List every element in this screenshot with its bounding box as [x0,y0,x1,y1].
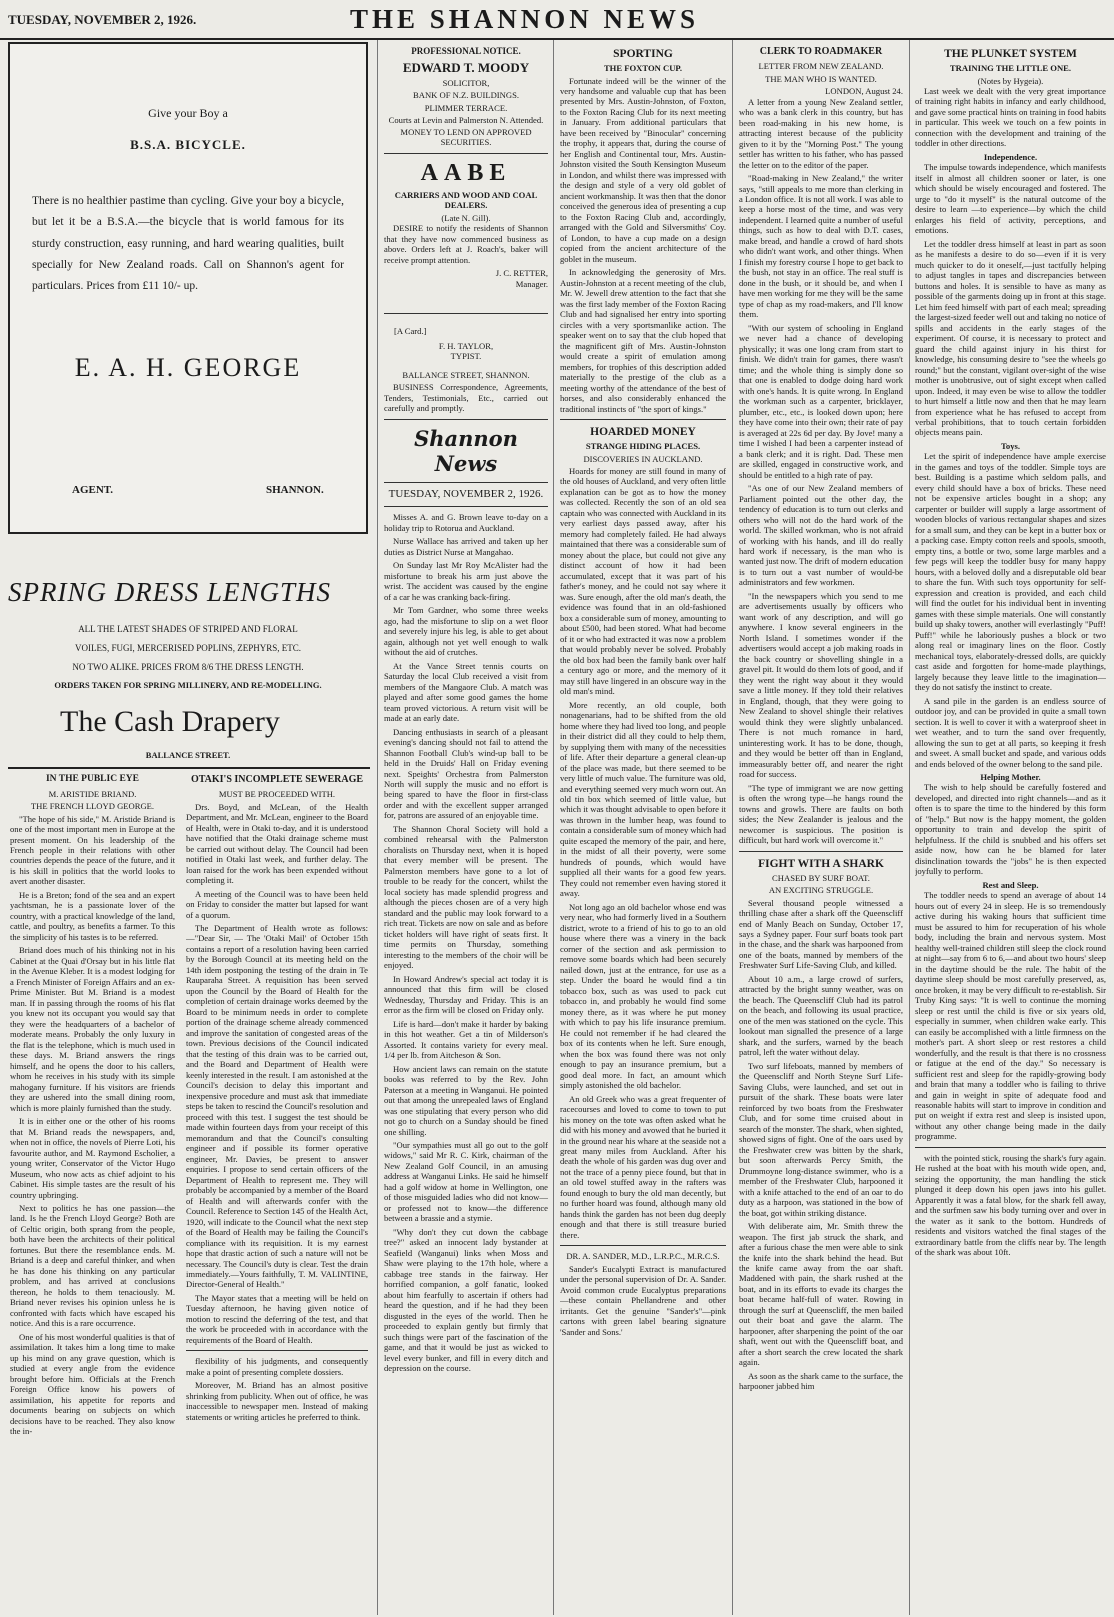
paragraph: "With our system of schooling in England we never had a chance of developing physically; it was one long cram from start to finish. We didn't train for games, there wasn't time; and the whole thing is simply done so that one is enabled to dodge doing hard work with one's hands. It is quite wrong. In England the workman such as a carpenter, bricklayer, plumber, etc., etc., is looked down upon; here they have come into their own; their rate of pay is averaged at 22s 6d per day. By Jove! many a time I wished I had been a carpenter instead of a bank clerk; and it is right. Dad. These men are skilled, engaged in constructive work, and should be entitled to a high rate of pay. [739,322,903,480]
aabe-signature: J. C. RETTER, [495,268,548,279]
paragraph: "As one of our New Zealand members of Parliament pointed out the other day, the tendency of education is to turn out clerks and others who will not do the hard work of the world. The skilled workman, who is not afraid of working with his hands, and ill do really hard work if necessary, is the man who is wanted just now. The drift of modern education is to turn out a vast number of would-be administrators and few workmen. [739,483,903,588]
paragraph: It is in either one or the other of his rooms that M. Briand reads the newspapers, and, when not in office, the novels of Pierre Loti, his favourite author, and M. Raymond Escholier, a young writer, Conservator of the Victor Hugo Museum, who now acts as chief adjoint to his Cabinet. His simple tastes are the result of his country upbringing. [10,1116,175,1200]
paragraph: Life is hard—don't make it harder by baking in this hot weather. Get a tin of Milderson's Assorted. It contains variety for every meal. 1/4 per lb. from Aitcheson & Son. [384,1018,548,1061]
ad-intro: Give your Boy a [148,106,228,120]
article-subhead: STRANGE HIDING PLACES. [585,441,701,452]
paragraph: Two surf lifeboats, manned by members of the Queenscliff and North Steyne Surf Life-Saving Clubs, were launched, and set out in pursuit of the shark. These boats were later reinforced by two boats from the Freshwater Club, and for some time cruised about in search of the monster. The shark, when sighted, showed signs of fight. One of the oars used by the Freshwater crew was bitten by the shark, but soon afterwards Percy Smith, the Drummoyne long-distance swimmer, who is a member of the Freshwater Club, harpooned it with a knife attached to the end of an oar to do duty as a harpoon, was stationed in the bow of the boat, got within striking distance. [739,1060,903,1218]
article-subhead: MUST BE PROCEEDED WITH. [218,789,336,800]
newspaper-title: THE SHANNON NEWS [350,4,700,34]
ad-product: B.S.A. BICYCLE. [130,137,246,152]
divider [384,506,548,507]
paragraph: "In the newspapers which you send to me are advertisements usually by officers who want work of any description, and will go anywhere. I know several engineers in the North Island. I sometimes wonder if the advertisers would accept a job making roads in the back country or shovelling shingle in a gravel pit. It would do them lots of good, and if they went the right way about it they would save a little money. If they told their relatives in England, though, that they were going to New Zealand to shovel shingle their relatives would think they were slightly unbalanced. There is not much romance in hard, uninteresting work. It has to be done, though, and they would be better off than in England, immeasurably better off, and nearer the right road for success. [739,590,903,780]
ad-line: NO TWO ALIKE. PRICES FROM 8/6 THE DRESS LENGTH. [72,661,304,672]
editorial-masthead: Shannon News [414,425,518,477]
ad-line: ORDERS TAKEN FOR SPRING MILLINERY, AND RE-MODELLING. [54,679,322,690]
divider [384,153,548,154]
bsa-bicycle-ad [8,42,368,534]
notices-column [384,44,548,1612]
paragraph: "Why don't they cut down the cabbage tree?" asked an innocent lady bystander at Seafield (Wanganui) links when Moss and Shaw were playing to the 17th hole, where a cabbage tree stands in the fairway. Her horrified companion, a golf fanatic, looked about him fearfully to ascertain if others had heard the question, and if he had they been disgusted in the eyes of the world. Then he proceeded to explain gently but firmly that such things were part of the fascination of the game, and that it would be just as wicked to level every bunker, and fill in every ditch and depression on the course. [384,1226,548,1374]
byline: (Notes by Hygeia). [977,75,1044,86]
paragraph: The wish to help should be carefully fostered and developed, and directed into right channels—and as it often is to spare the time to the hindered by this form of "help." But now is the happy moment, the golden opportunity to train and develop the spirit of helpfulness. If the child is snubbed and his offers set aside now, how can he be blamed for later disinclination towards the "jobs" he is then expected joyfully to perform. [915,782,1106,877]
agent-town: SHANNON. [266,484,324,496]
paragraph: Next to politics he has one passion—the land. Is he the French Lloyd George? Both are of Celtic origin, both sprang from the people, both have been the architects of their political fortunes. But there the resemblance ends. M. Briand is a deep and careful thinker, and when he has done his thinking on any particular problem, and has arrived at conclusions thereon, he holds to them tenaciously. M. Briand never revises his opinion unless he is confronted with facts which have escaped his notice. And this is a rare occurrence. [10,1202,175,1329]
paragraph: The Department of Health wrote as follows:—"Dear Sir, — The 'Otaki Mail' of October 15th contains a report of a resolution having been carried by the Borough Council at its meeting held on the 14th idem postponing the testing of the drain in Te Rauparaha Street. A requisition has been served upon the Council by the Board of Health for the completion of certain drainage works deemed by the Board to be minimum needs in order to complete portion of the drainage scheme already commenced and improve the sanitation of congested areas of the town. Previous decisions of the Council indicated that the testing of this drain was to be carried out, and the Board and Department of Health were keenly interested in the result. I am astonished at the Council's decision to delay this important and inexpensive procedure and must ask that immediate steps be taken to rescind the Council's resolution and proceed with this test. I suggest the test should be made within fourteen days from your receipt of this memorandum and that the Council's consulting engineer and if possible its former operative engineer, Mr. Davies, be present to answer enquiries. I propose to send certain officers of the Department of Health to represent me. They will probably be accompanied by a member of the Board of Health and will afterwards confer with the Council. Reference to Section 145 of the Health Act, 1920, will indicate to the Council what the next step of the Board of Health may be failing the Council's compliance with its requisition. It is my earnest hope that drastic action of such a nature will not be necessary. The Council's duty is clear. Test the drain immediately.—Yours faithfully, T. M. VALINTINE, Director-General of Health." [186,923,368,1290]
editorial-date: TUESDAY, NOVEMBER 2, 1926. [388,487,544,500]
paragraph: Several thousand people witnessed a thrilling chase after a shark off the Queenscliff end of Manly Beach on Sunday, October 17, says a Sydney paper. Four surf boats took part in the chase, and the shark was harpooned from one of the boats, manned by members of the Freshwater Surf Life-Saving Club, and killed. [739,897,903,971]
article-headline: HOARDED MONEY [590,426,696,438]
paragraph: He is a Breton; fond of the sea and an expert yachtsman, he is a passionate lover of the country, with a practical knowledge of the land, cattle, and poultry, as benefits a farmer. To this the simplicity of his tastes is to be referred. [10,889,175,942]
ad-line: VOILES, FUGI, MERCERISED POPLINS, ZEPHYRS, ETC. [74,642,302,653]
agent-name: E. A. H. GEORGE [74,353,302,383]
paragraph: The impulse towards independence, which manifests itself in almost all children sooner or later, is one which should be wisely encouraged and fostered. The urge to "do it myself" is the natural outcome of the desire to learn —to experience—by which the child enlarges his field of activity, perceptions, and emotions. [915,162,1106,236]
section-heading: Rest and Sleep. [982,879,1039,890]
paragraph: The Shannon Choral Society will hold a combined rehearsal with the Palmerston choralists on Thursday next, when it is hoped that every member will be present. The Palmerston members have gone to a lot of trouble to be ready for the concert, whilst the local society has made splendid progress and although the pieces chosen are of a very high standard and the public may look forward to a rich treat. Tickets are now on sale and as before ticket holders will have right of seats first. It time permits on Thursday, something interesting to the members of the choir will be enjoyed. [384,823,548,971]
clerk-column [739,44,903,1612]
article-subhead: THE FRENCH LLOYD GEORGE. [30,801,155,812]
paragraph: As soon as the shark came to the surface, the harpooner jabbed him [739,1370,903,1392]
paragraph: In acknowledging the generosity of Mrs. Austin-Johnston at a recent meeting of the club, Mr. W. Jewell drew attention to the fact that she was the first lady member of the Foxton Racing Club and had signalised her entry into sporting circles with a very sportsmanlike action. The speaker went on to say that the club hoped that the magnificent gift of Mrs. Austin-Johnston would create a spirit of emulation among members, for trophies of this description added materially to the prestige of the club as a meeting worthy of the attendance of the best of horses, and also considerably enhanced the traditional instincts of "the sport of kings." [560,267,726,414]
article-headline: OTAKI'S INCOMPLETE SEWERAGE [190,774,364,785]
divider [384,482,548,483]
ad-line: ALL THE LATEST SHADES OF STRIPED AND FLORAL [78,624,298,634]
column-rule [377,40,378,1615]
agent-label: AGENT. [72,484,114,496]
notice-heading: PROFESSIONAL NOTICE. [411,46,521,56]
paragraph: "Our sympathies must all go out to the golf widows," said Mr R. C. Kirk, chairman of the New Zealand Golf Council, in an amusing address at Wanganui Links. He said he himself had a golf widow at home in Wellington, one of those misguided ladies who did not know—or professed not to know—the difference between a brassie and a stymie. [384,1139,548,1224]
paragraph: How ancient laws can remain on the statute books was referred to by the Rev. John Paterson at a meeting in Wanganui. He pointed out that among the unrepealed laws of England was one stipulating that every person who did not go to church on a Sunday should be fined one shilling. [384,1063,548,1137]
article-subhead: THE MAN WHO IS WANTED. [765,73,877,84]
paragraph: Fortunate indeed will be the winner of the very handsome and valuable cup that has been presented by Mrs. Austin-Johnston, of Foxton, to the Foxton Racing Club for its next meeting in January. From additional particulars that have been received by "Binocular" concerning the trophy, it appears that, during the course of her English and Continental tour, Mrs. Austin-Johnston visited the South Kensington Museum in London, and whilst there was impressed with the design and style of a very old goblet of ancient workmanship. It was then that the donor conceived the generous idea of presenting a cup to the Foxton Racing Club and, accordingly, arranged with the Gold and Silversmiths' Coy. of London, to have a cup made on a design copied from the ancient architecture of the goblet in the museum. [560,75,726,264]
notice-line: MONEY TO LEND ON APPROVED SECURITIES. [400,126,532,148]
sander-ad-heading: DR. A. SANDER, M.D., L.R.P.C., M.R.C.S. [566,1251,720,1262]
paragraph: Let the toddler dress himself at least in part as soon as he manifests a desire to do so—even if it is very much quicker to do it oneself,—just tactfully helping to adjust tangles in tapes and discrepancies between buttons and holes. It is sensible to have as many as possible of the garments doing up in front at this stage. Let him feed himself with part of each meal; spreading the largest-sized feeder well out and taking no notice of spills and accidents in the early stages of the experiment. Of course, it is necessary to protect and guard the child against injury in his thirst for knowledge, his consuming desire to "see the wheels go round;" but the constant, vigilant over-sight of the wise mother is unobtrusive, out of sight except when called upon. Indeed, it may even be wise to allow the toddler to hurt himself a little now and then that he may learn from experience what he has refused to accept from verbal prohibitions, that to touch certain forbidden objects means pain. [915,238,1106,438]
paragraph: The toddler needs to spend an average of about 14 hours out of every 24 in sleep. He is so tremendously active during his waking hours that sufficient time must be assured to him for recuperation of his whole body, including the brain and nervous system. Most healthy well-trained children still sleep the clock round at night—say from 6 to 6,—and about two hours' sleep in the daytime should be the rule. The habit of the daytime sleep should be most carefully preserved, as, once broken, it may be very difficult to re-establish. Sir Truby King says: "It is well to continue the morning sleep or rest until the child is five or six years old, especially in summer, when children wake early. This can easily be accomplished with a little firmness on the mother's part. A short sleep or rest restores a child wonderfully, and the result is that there is no crossness or fatigue at the end of the day." So necessary is sufficient rest and sleep for the rapidly-growing body and brain that many a toddler who is failing to thrive and gain in weight in spite of adequate food and reasonable habits will start to improve in condition and put on weight if extra rest and sleep is insisted upon, without any other change being made in the daily programme. [915,890,1106,1142]
card-role: TYPIST. [450,351,482,362]
paragraph: Mr Tom Gardner, who some three weeks ago, had the misfortune to slip on a wet floor and severely injure his leg, is able to get about again, although not yet well enough to walk without the aid of crutches. [384,605,548,658]
paragraph: A meeting of the Council was to have been held on Friday to consider the matter but lapsed for want of a quorum. [186,888,368,920]
aabe-sub: (Late N. Gill). [441,212,491,223]
divider [8,767,370,769]
aabe-name: AABE [420,159,512,186]
store-name: The Cash Drapery [60,705,280,738]
public-eye-article [10,772,175,1612]
card-address: BALLANCE STREET, SHANNON. [402,369,530,380]
paragraph: Nurse Wallace has arrived and taken up her duties as District Nurse at Mangahao. [384,536,548,557]
article-subhead: LETTER FROM NEW ZEALAND. [758,61,884,72]
paragraph: A letter from a young New Zealand settler, who was a bank clerk in this country, but has been road-making in his new home, is attracting interest because of the publicity given to it by the "Morning Post." The young settler has written to his father, who has passed the letter on to the editor of the paper. [739,96,903,170]
paragraph: with the pointed stick, rousing the shark's fury again. He rushed at the boat with his mouth wide open, and, seizing the opportunity, the man handling the stick plunged it deep down his open jaws into his gullet. Apparently it was a fatal blow, for the shark fell away, and the surfmen saw his body turning over and over in the water as it sank to the bottom. Hundreds of residents and visitors watched the final stages of the extraordinary battle from the cliffs near by. The length of the shark was about 10ft. [915,1152,1106,1258]
divider [186,1350,368,1351]
masthead [0,0,1114,40]
article-subhead: THE FOXTON CUP. [603,63,683,74]
divider [560,419,726,420]
paragraph: On Sunday last Mr Roy McAlister had the misfortune to break his arm just above the wrist. The accident was caused by the engine of a car he was cranking back-firing. [384,560,548,602]
paragraph: More recently, an old couple, both nonagenarians, had to be shifted from the old home where they had lived too long, and people in their district did all they could to help them, by supplying them with many of the necessities of life. After their departure a general clean-up of the place was made, but there seemed to be very little of much value. The furniture was old, and everything seemed very much worn out. An old tin box which seemed of little value, but which it was thought advisable to open before it was thrown in the lumber heap, was found to contain a considerable sum of money which had quite escaped the memory of the pair, and here, in the midst of all their poverty, were some hundreds of pounds, which would have supplied all their wants for a good few years. They could not remember even having stored it away. [560,699,726,899]
paragraph: Not long ago an old bachelor whose end was very near, who had formerly lived in a Southern district, wrote to a friend of his to go to an old house where there was a vinery in the back corner of the section and ask permission to remove some boards which had been securely nailed down, just at the entrance, for use as a step. Under the board he would find a tin tobacco box, such as was used to pack cut tobacco in, and probably he would find some money there, as it was where he put money with which to pay his life insurance premium. He could not remember if he had cleared the box of its contents when he left. Sure enough, when the box was found there was not only enough to pay an insurance premium, but a good deal more. In fact, an amount which simply astonished the old bachelor. [560,901,726,1091]
section-heading: Independence. [983,151,1038,162]
paragraph: An old Greek who was a great frequenter of racecourses and loved to come to town to put his money on the tote was often asked what he did with his money and avowed that he buried it in the ground near his whare at the seaside not a great many miles from Auckland. After his death the whole of his garden was dug over and not the trace of a penny piece found, but that in an old towel stuffed away in the rafters was found enough to bury the old man decently, but no further hoard was found, although many old hands think the garden has not been dug deeply enough and that there is still treasure buried there. [560,1093,726,1240]
ad-body: There is no healthier pastime than cycling. Give your boy a bicycle, but let it be a B.S.A.—the bicycle that is world famous for its sturdy construction, easy running, and hard wearing qualities, built specially for New Zealand roads. Call on Shannon's agent for particulars. Prices from £11 10/- up. [32,195,344,293]
notice-line: BANK OF N.Z. BUILDINGS. [413,90,519,101]
column-rule [553,40,554,1615]
section-heading: Helping Mother. [980,771,1041,782]
store-street: BALLANCE STREET. [145,750,231,760]
paragraph: At the Vance Street tennis courts on Saturday the local Club received a visit from members of the Mangaore Club. A match was played and after some good games the home team proved victorious. A return visit will be made at an early date. [384,660,548,724]
dateline: LONDON, August 24. [825,86,903,97]
notice-line: PLIMMER TERRACE. [424,102,508,113]
article-subhead: DISCOVERIES IN AUCKLAND. [583,453,703,464]
paragraph: Briand does much of his thinking not in his Cabinet at the Quai d'Orsay but in his little flat in the Avenue Kleber. It is a modest lodging for a French Minister of Foreign Affairs and an ex-Prime Minister. But M. Briand is a modest man. If in passing through the rooms of his flat you knew not its occupant you would say that they were the headquarters of a bachelor of moderate means. Probably the only luxury in the flat is the telephone, which is much used in these days. M. Briand answers the rings himself, and he opens the door to his callers, whom he receives in his study with its simple mahogany furniture. If his visitors are friends they are ushered into the small dining room, which is more plainly furnished than the study. [10,945,175,1113]
card-name: F. H. TAYLOR, [438,340,494,351]
paragraph: Moreover, M. Briand has an almost positive shrinking from publicity. When out of office, he was inaccessible to newspaper men. Instead of making statements or writing articles he preferred to think. [186,1380,368,1422]
divider [739,851,903,852]
spring-dress-headline: SPRING DRESS LENGTHS [8,577,331,607]
article-headline: CLERK TO ROADMAKER [759,46,883,57]
article-subhead: CHASED BY SURF BOAT. [772,872,870,883]
article-headline: THE PLUNKET SYSTEM [944,48,1077,60]
paragraph: Last week we dealt with the very great importance of training right habits in infancy and early childhood, and gave some practical hints on training in food habits in particular. This week we touch on a few points in connection with the development and training of the toddler in other directions. [915,85,1106,149]
solicitor-name: EDWARD T. MOODY [402,59,530,75]
aabe-role: Manager. [515,278,548,289]
divider [384,313,548,314]
sporting-column [560,44,726,1612]
paragraph: Let the spirit of independence have ample exercise in the games and toys of the toddler. Simple toys are best. Building is a pastime which seldom palls, and every child should have a box of bricks. These need not be expensive articles bought in a shop; any carpenter or builder will supply a large assortment of wooden blocks of various rectangular shapes and sizes for a small sum, and they can be kept in a butter box or a packing case. Empty cotton reels and spools, smooth, empty tins, a bottle or two, some large marbles and a few pegs will keep the toddler busy for many happy hours, with a beloved dolly and a disreputable old bear to share the fun. With such toys opportunity for self-expression and creation is provided, and each child will find the outlet for his individual bent in inventing games with these simple materials. One will constantly build up shaky towers, another will everlastingly "Puff! Puff!" while he laboriously pushes a block or two along real or imaginary lines on the floor. Costly mechanical toys, elaborately-dressed dolls, are quickly cast aside and forgotten for home-made playthings, largely because they leave little to the imagination—they do not satisfy the instinct to create. [915,451,1106,693]
paragraph: Misses A. and G. Brown leave to-day on a holiday trip to Rotorua and Auckland. [384,512,548,533]
notice-line: Courts at Levin and Palmerston N. Attended. [388,115,544,126]
paragraph: Drs. Boyd, and McLean, of the Health Department, and Mr. McLean, engineer to the Board of Health, were in Otaki to-day, and it is understood have notified that the Otaki drainage scheme must be carried out without delay. The Council had been notified in Otaki last week, and further delay. The loan raised for the work has been expended without completing it. [186,801,368,886]
article-headline: FIGHT WITH A SHARK [758,857,884,870]
card-label: [A Card.] [394,326,427,337]
paragraph: flexibility of his judgments, and consequently make a point of presenting complete dossiers. [186,1356,368,1377]
notice-line: SOLICITOR, [442,77,490,88]
paragraph: Sander's Eucalypti Extract is manufactured under the personal supervision of Dr. A. Sander. Avoid common crude Eucalyptus preparations—these contain Phellandrene and other irritants. Get the genuine "Sander's"—pink cartons with green label bearing signature 'Sander and Sons.' [560,1263,726,1337]
issue-date: TUESDAY, NOVEMBER 2, 1926. [8,12,197,27]
aabe-sub: CARRIERS AND WOOD AND COAL DEALERS. [394,190,538,211]
section-heading: Toys. [1000,440,1021,451]
otaki-sewerage-article [186,772,368,1612]
divider [560,1245,726,1246]
paragraph: A sand pile in the garden is an endless source of outdoor joy, and can be provided in quite a small town section. It is well to cover it with a waterproof sheet in wet weather, and to turn the sand over frequently, allowing the sun to get at all parts, so keeping it fresh and sweet. A small bucket and spade, and various odds and ends beloved of the owner belong to the sand pile. [915,695,1106,769]
divider [915,1147,1106,1148]
paragraph: BUSINESS Correspondence, Agreements, Tenders, Testimonials, Etc., carried out carefully and promptly. [384,382,548,414]
paragraph: Hoards for money are still found in many of the old houses of Auckland, and very often little explanation can be got as to how the money was collected. Recently the son of an old sea captain who was connected with Auckland in its very earliest days passed away, after his memory had completely failed. He had always maintained that there was a considerable sum of money about the place, but could not give any distinct account of how it had been accumulated, except that it was part of his father's money, and he could not say where it was. Sure enough, after the old man's death, the evidence was found that in an old-fashioned box a considerable sum of money, amounting to about £500, had been stored. What had become of it or who had extracted it was now a problem that would probably never be solved. Probably the old box had been the family bank over half a century ago or more, and the memory of it may still have lingered in an obscure way in the old man's mind. [560,465,726,697]
article-subhead: TRAINING THE LITTLE ONE. [949,63,1072,74]
paragraph: "Road-making in New Zealand," the writer says, "still appeals to me more than clerking in a London office. It is not all work. I was able to keep a horse most of the time, and was very independent. I learned quite a number of useful things, such as how to deal with D.T. cases, make bread, and handle a crowd of hard shots who didn't want work, and other things. When I finish my forestry course I hope to get back to the bush, not stay in an office. The real stuff is done in the bush, or it should be, and when I have men working for me they will be the same type of chap as my road-makers, and I'll know them. [739,173,903,320]
paragraph: One of his most wonderful qualities is that of assimilation. It takes him a long time to make up his mind on any grave question, which is studied at every angle from the evidence brought before him. Officials at the French Foreign Office know his powers of assimilation, his appetite for reports and documents bearing on subjects on which decisions have to be reached. They also know the in- [10,1331,175,1437]
paragraph: "The hope of his side," M. Aristide Briand is one of the most important men in Europe at the present moment. On his leadership of the French people in their relations with other countries depends the peace of the future, and it is his skill in politics that the world looks to avert another disaster. [10,813,175,887]
paragraph: About 10 a.m., a large crowd of surfers, attracted by the bright sunny weather, was on the beach. The Queenscliff Club had its patrol on the beach, and following its usual practice, one of the men was stationed on the cycle. This lookout man signalled the presence of a large shark, and the surfers, warned by the beach patrol, left the water without delay. [739,973,903,1058]
paragraph: Dancing enthusiasts in search of a pleasant evening's dancing should not fail to attend the Shannon Football Club's wind-up ball to be held in the Druids' Hall on Friday evening next. Speights' Orchestra from Palmerston North will supply the music and no effort is being spared to have the floor in first-class order and with the excellent supper arranged for, patrons are assured of an enjoyable time. [384,726,548,821]
column-rule [732,40,733,1615]
paragraph: With deliberate aim, Mr. Smith threw the weapon. The first jab struck the shark, and after a furious chase the men were able to sink the knife into the shark behind the head. But the knife came away from the oar shaft. Maddened with pain, the shark rushed at the boat, and in its efforts to evade its charges the boat became half-full of water. Rowing in through the surf at Queenscliff, the men bailed out their boat and gave the alarm. The harpooner, after sharpening the point of the oar shaft, went out with the Queenscliff boat, and after a short search the crew located the shark again. [739,1221,903,1368]
paragraph: In Howard Andrew's special act today it is announced that this firm will be closed Wednesday, Thursday and Friday. This is an error as the firm will be closed on Friday only. [384,973,548,1016]
column-rule [909,40,910,1615]
article-subhead: M. ARISTIDE BRIAND. [48,788,137,799]
paragraph: "The type of immigrant we are now getting is often the wrong type—he hangs round the towns and growls. There are faults on both sides; the New Zealander is jealous and the newcomer is suspicious. The position is difficult, but hard work will overcome it." [739,782,903,846]
paragraph: The Mayor states that a meeting will be held on Tuesday afternoon, he having given notice of motion to rescind the deferring of the test, and that the work be proceeded with in accordance with the requirements of the Board of Health. [186,1292,368,1345]
divider [384,419,548,420]
plunket-column [915,44,1106,1612]
article-headline: SPORTING [613,48,673,60]
paragraph: DESIRE to notify the residents of Shannon that they have now commenced business as above. Orders left at J. Roach's, baker will receive prompt attention. [384,223,548,265]
article-subhead: AN EXCITING STRUGGLE. [768,885,874,896]
article-headline: IN THE PUBLIC EYE [45,774,139,784]
spring-dress-ad-body [8,620,368,695]
